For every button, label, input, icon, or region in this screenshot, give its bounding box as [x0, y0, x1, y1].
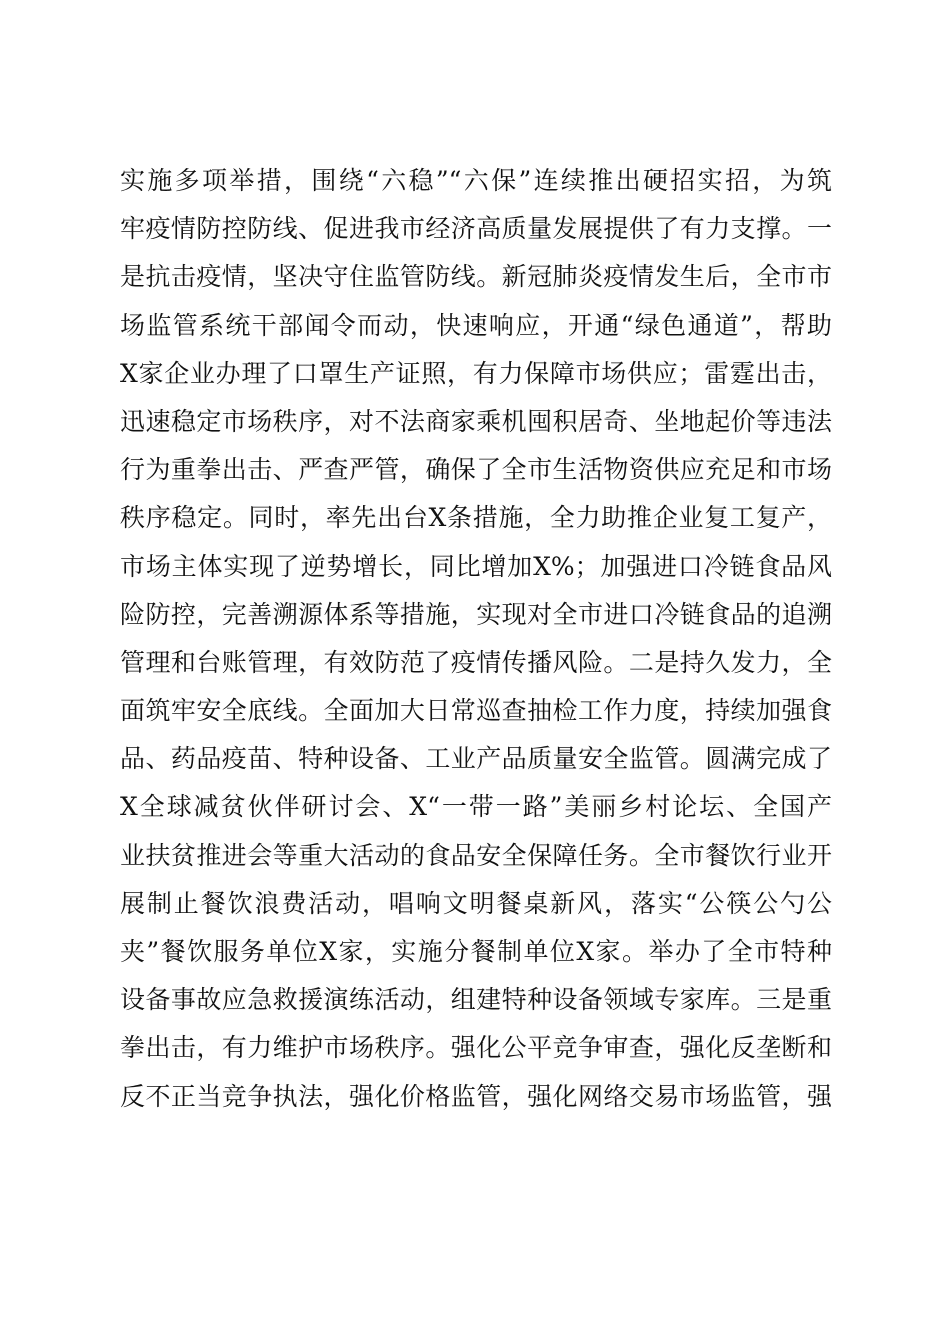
- text-line-4: 场监管系统干部闻令而动，快速响应，开通“绿色通道”，帮助: [120, 310, 832, 340]
- text-line-8: 秩序稳定。同时，率先出台X条措施，全力助推企业复工复产，: [120, 503, 832, 533]
- body-text: [120, 157, 832, 1121]
- text-line-17: 夹”餐饮服务单位X家，实施分餐制单位X家。举办了全市特种: [120, 937, 832, 966]
- text-line-18: 设备事故应急救援演练活动，组建特种设备领域专家库。三是重: [120, 985, 832, 1015]
- text-line-13: 品、药品疫苗、特种设备、工业产品质量安全监管。圆满完成了: [120, 744, 832, 774]
- text-line-12: 面筑牢安全底线。全面加大日常巡查抽检工作力度，持续加强食: [120, 696, 832, 726]
- text-line-11: 管理和台账管理，有效防范了疫情传播风险。二是持久发力，全: [120, 647, 832, 677]
- text-line-20: 反不正当竞争执法，强化价格监管，强化网络交易市场监管，强: [120, 1081, 832, 1111]
- text-line-7: 行为重拳出击、严查严管，确保了全市生活物资供应充足和市场: [120, 455, 832, 485]
- text-line-9: 市场主体实现了逆势增长，同比增加X%；加强进口冷链食品风: [120, 551, 832, 581]
- text-line-16: 展制止餐饮浪费活动，唱响文明餐桌新风，落实“公筷公勺公: [120, 888, 832, 918]
- text-line-3: 是抗击疫情，坚决守住监管防线。新冠肺炎疫情发生后，全市市: [120, 262, 832, 292]
- text-line-15: 业扶贫推进会等重大活动的食品安全保障任务。全市餐饮行业开: [120, 840, 832, 870]
- text-line-6: 迅速稳定市场秩序，对不法商家乘机囤积居奇、坐地起价等违法: [120, 406, 832, 436]
- text-line-14: X全球减贫伙伴研讨会、X“一带一路”美丽乡村论坛、全国产: [120, 792, 832, 822]
- text-line-1: 实施多项举措，围绕“六稳”“六保”连续推出硬招实招，为筑: [120, 166, 832, 195]
- text-line-5: X家企业办理了口罩生产证照，有力保障市场供应；雷霆出击，: [120, 358, 832, 388]
- text-line-10: 险防控，完善溯源体系等措施，实现对全市进口冷链食品的追溯: [120, 599, 832, 629]
- text-line-19: 拳出击，有力维护市场秩序。强化公平竞争审查，强化反垄断和: [120, 1033, 832, 1063]
- text-line-2: 牢疫情防控防线、促进我市经济高质量发展提供了有力支撑。一: [120, 214, 832, 244]
